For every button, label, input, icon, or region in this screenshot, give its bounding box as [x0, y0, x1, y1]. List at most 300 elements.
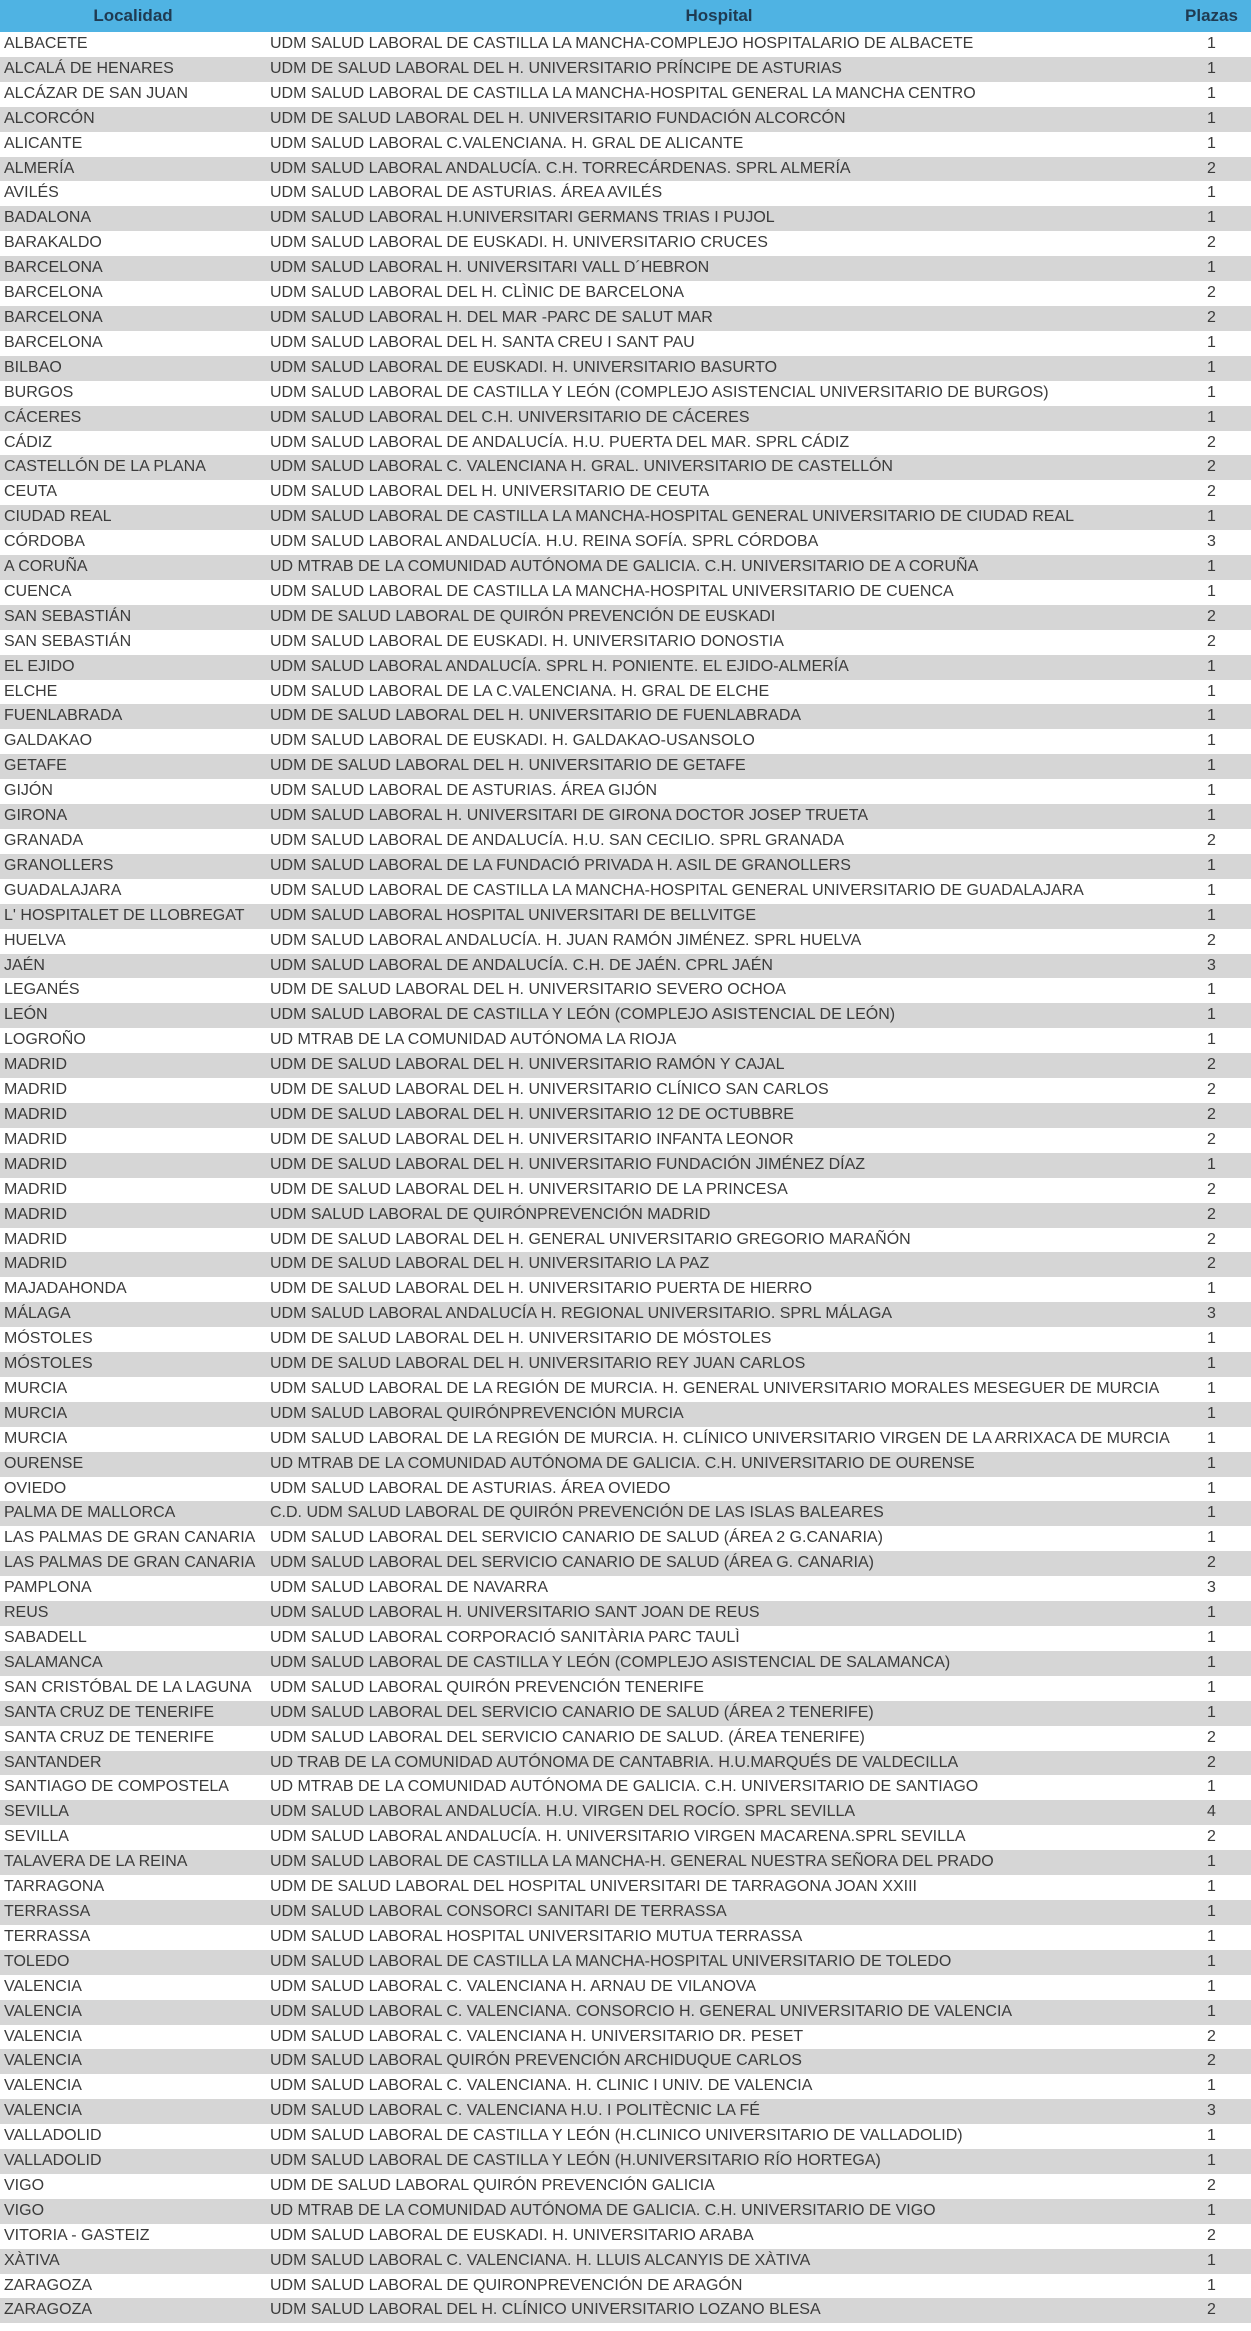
- cell-plazas: 3: [1207, 1305, 1216, 1323]
- cell-localidad: BARCELONA: [4, 284, 103, 302]
- cell-localidad: VIGO: [4, 2176, 45, 2194]
- table-row: [0, 2099, 1251, 2124]
- cell-localidad: BARCELONA: [4, 308, 103, 326]
- table-row: [0, 580, 1251, 605]
- table-row: [0, 306, 1251, 331]
- cell-localidad: VIGO: [4, 2201, 45, 2219]
- table-row: [0, 1452, 1251, 1477]
- table-row: [0, 157, 1251, 182]
- cell-hospital: UDM SALUD LABORAL DEL C.H. UNIVERSITARIO DE CÁCERES: [270, 408, 750, 426]
- cell-hospital: UDM DE SALUD LABORAL DEL H. UNIVERSITARIO DE LA PRINCESA: [270, 1180, 788, 1198]
- cell-localidad: MADRID: [4, 1205, 68, 1223]
- table-header: [0, 0, 1251, 32]
- cell-localidad: LEGANÉS: [4, 981, 80, 999]
- table-row: [0, 1950, 1251, 1975]
- cell-localidad: CUENCA: [4, 582, 72, 600]
- table-row: [0, 32, 1251, 57]
- cell-plazas: 1: [1207, 1429, 1216, 1447]
- table-row: [0, 1327, 1251, 1352]
- table-row: [0, 431, 1251, 456]
- table-row: [0, 1128, 1251, 1153]
- cell-localidad: MADRID: [4, 1230, 68, 1248]
- table-row: [0, 455, 1251, 480]
- cell-plazas: 1: [1207, 84, 1216, 102]
- cell-plazas: 1: [1207, 856, 1216, 874]
- cell-hospital: UDM SALUD LABORAL ANDALUCÍA. H. JUAN RAMÓN JIMÉNEZ. SPRL HUELVA: [270, 931, 862, 949]
- cell-hospital: UDM SALUD LABORAL DEL H. SANTA CREU I SANT PAU: [270, 333, 695, 351]
- cell-plazas: 1: [1207, 383, 1216, 401]
- cell-localidad: MAJADAHONDA: [4, 1280, 127, 1298]
- table-row: [0, 2249, 1251, 2274]
- table-row: [0, 1352, 1251, 1377]
- table-row: [0, 2149, 1251, 2174]
- cell-hospital: UDM DE SALUD LABORAL DEL H. UNIVERSITARIO FUNDACIÓN ALCORCÓN: [270, 109, 846, 127]
- cell-hospital: UD MTRAB DE LA COMUNIDAD AUTÓNOMA DE GALICIA. C.H. UNIVERSITARIO DE OURENSE: [270, 1454, 975, 1472]
- cell-localidad: XÀTIVA: [4, 2251, 60, 2269]
- cell-hospital: UDM DE SALUD LABORAL DEL H. UNIVERSITARIO DE GETAFE: [270, 757, 746, 775]
- cell-plazas: 1: [1207, 707, 1216, 725]
- cell-hospital: UDM DE SALUD LABORAL DEL H. UNIVERSITARIO REY JUAN CARLOS: [270, 1355, 806, 1373]
- header-hospital: Hospital: [685, 6, 753, 25]
- table-row: [0, 181, 1251, 206]
- table-row: [0, 1975, 1251, 2000]
- cell-hospital: UDM SALUD LABORAL CORPORACIÓ SANITÀRIA PARC TAULÌ: [270, 1629, 740, 1646]
- cell-hospital: UDM SALUD LABORAL ANDALUCÍA. H.U. VIRGEN DEL ROCÍO. SPRL SEVILLA: [270, 1803, 856, 1821]
- cell-plazas: 1: [1207, 558, 1216, 576]
- table-row: [0, 57, 1251, 82]
- table-row: [0, 2174, 1251, 2199]
- table-row: [0, 929, 1251, 954]
- table-row: [0, 2224, 1251, 2249]
- cell-hospital: UDM SALUD LABORAL QUIRÓN PREVENCIÓN ARCHIDUQUE CARLOS: [270, 2052, 802, 2070]
- cell-localidad: VITORIA - GASTEIZ: [4, 2226, 150, 2244]
- cell-plazas: 1: [1207, 2251, 1216, 2269]
- cell-hospital: UDM SALUD LABORAL ANDALUCÍA. H. UNIVERSITARIO VIRGEN MACARENA.SPRL SEVILLA: [270, 1828, 966, 1846]
- cell-hospital: UDM SALUD LABORAL DE CASTILLA Y LEÓN (H.CLINICO UNIVERSITARIO DE VALLADOLID): [270, 2127, 963, 2145]
- cell-plazas: 1: [1207, 1878, 1216, 1896]
- cell-plazas: 1: [1207, 881, 1216, 899]
- table-row: [0, 356, 1251, 381]
- table-row: [0, 1402, 1251, 1427]
- cell-hospital: UDM DE SALUD LABORAL DEL H. UNIVERSITARIO DE FUENLABRADA: [270, 707, 802, 725]
- cell-plazas: 1: [1207, 184, 1216, 202]
- cell-plazas: 2: [1207, 2226, 1216, 2244]
- table-row: [0, 704, 1251, 729]
- cell-plazas: 3: [1207, 956, 1216, 974]
- cell-localidad: CÁCERES: [4, 408, 82, 426]
- cell-plazas: 1: [1207, 1902, 1216, 1920]
- cell-localidad: BURGOS: [4, 383, 74, 401]
- cell-hospital: UDM DE SALUD LABORAL DE QUIRÓN PREVENCIÓN DE EUSKADI: [270, 607, 776, 625]
- table-row: [0, 655, 1251, 680]
- cell-plazas: 2: [1207, 1056, 1216, 1074]
- table-row: [0, 680, 1251, 705]
- cell-localidad: GRANOLLERS: [4, 856, 114, 874]
- cell-localidad: TOLEDO: [4, 1952, 70, 1970]
- cell-plazas: 2: [1207, 1753, 1216, 1771]
- cell-plazas: 2: [1207, 2301, 1216, 2319]
- table-row: [0, 779, 1251, 804]
- cell-plazas: 1: [1207, 1504, 1216, 1522]
- cell-localidad: CASTELLÓN DE LA PLANA: [4, 458, 206, 476]
- table-row: [0, 1178, 1251, 1203]
- cell-hospital: UDM SALUD LABORAL DE EUSKADI. H. UNIVERSITARIO CRUCES: [270, 234, 768, 252]
- cell-plazas: 1: [1207, 657, 1216, 675]
- cell-localidad: SANTIAGO DE COMPOSTELA: [4, 1778, 229, 1796]
- cell-plazas: 2: [1207, 607, 1216, 625]
- cell-hospital: UDM SALUD LABORAL DE ANDALUCÍA. H.U. SAN CECILIO. SPRL GRANADA: [270, 832, 845, 849]
- cell-hospital: UDM SALUD LABORAL C. VALENCIANA H.U. I POLITÈCNIC LA FÉ: [270, 2102, 760, 2120]
- cell-plazas: 1: [1207, 1629, 1216, 1646]
- table-row: [0, 605, 1251, 630]
- table-row: [0, 2074, 1251, 2099]
- cell-plazas: 2: [1207, 1255, 1216, 1273]
- table-row: [0, 630, 1251, 655]
- cell-localidad: BILBAO: [4, 358, 62, 376]
- table-row: [0, 2000, 1251, 2025]
- table-row: [0, 480, 1251, 505]
- cell-localidad: SANTA CRUZ DE TENERIFE: [4, 1703, 215, 1721]
- cell-localidad: VALENCIA: [4, 2077, 82, 2095]
- table-row: [0, 1551, 1251, 1576]
- cell-plazas: 2: [1207, 1081, 1216, 1099]
- cell-localidad: GRANADA: [4, 832, 84, 849]
- cell-localidad: MÓSTOLES: [4, 1355, 93, 1373]
- table-row: [0, 1003, 1251, 1028]
- table-row: [0, 231, 1251, 256]
- cell-localidad: LAS PALMAS DE GRAN CANARIA: [4, 1529, 256, 1547]
- cell-localidad: SEVILLA: [4, 1803, 69, 1821]
- cell-localidad: BARAKALDO: [4, 234, 102, 252]
- cell-hospital: UDM SALUD LABORAL DE CASTILLA LA MANCHA-HOSPITAL GENERAL UNIVERSITARIO DE GUADALAJARA: [270, 881, 1084, 899]
- cell-plazas: 1: [1207, 333, 1216, 351]
- cell-hospital: UDM DE SALUD LABORAL DEL H. UNIVERSITARIO PUERTA DE HIERRO: [270, 1280, 813, 1298]
- cell-plazas: 1: [1207, 1479, 1216, 1497]
- cell-localidad: ZARAGOZA: [4, 2276, 93, 2294]
- cell-hospital: UDM DE SALUD LABORAL DEL H. UNIVERSITARIO DE MÓSTOLES: [270, 1330, 772, 1348]
- cell-localidad: MURCIA: [4, 1379, 68, 1397]
- cell-localidad: MADRID: [4, 1155, 68, 1173]
- cell-hospital: UDM SALUD LABORAL DE CASTILLA Y LEÓN (H.UNIVERSITARIO RÍO HORTEGA): [270, 2152, 881, 2170]
- table-row: [0, 1153, 1251, 1178]
- cell-hospital: UDM SALUD LABORAL DE ASTURIAS. ÁREA AVILÉS: [270, 184, 663, 202]
- table-row: [0, 1427, 1251, 1452]
- cell-hospital: UDM SALUD LABORAL DE LA C.VALENCIANA. H. GRAL DE ELCHE: [270, 682, 770, 700]
- cell-plazas: 2: [1207, 458, 1216, 476]
- cell-plazas: 1: [1207, 2077, 1216, 2095]
- cell-hospital: UDM SALUD LABORAL DE CASTILLA Y LEÓN (COMPLEJO ASISTENCIAL DE LEÓN): [270, 1006, 896, 1024]
- cell-hospital: UDM DE SALUD LABORAL DEL H. UNIVERSITARIO RAMÓN Y CAJAL: [270, 1056, 785, 1074]
- cell-localidad: SAN SEBASTIÁN: [4, 632, 132, 650]
- cell-plazas: 1: [1207, 1604, 1216, 1622]
- cell-plazas: 1: [1207, 259, 1216, 277]
- table-row: [0, 1252, 1251, 1277]
- cell-hospital: UDM SALUD LABORAL H.UNIVERSITARI GERMANS TRIAS I PUJOL: [270, 209, 775, 227]
- table-row: [0, 1501, 1251, 1526]
- cell-localidad: MADRID: [4, 1056, 68, 1074]
- cell-plazas: 2: [1207, 632, 1216, 650]
- cell-hospital: UDM DE SALUD LABORAL DEL H. UNIVERSITARIO 12 DE OCTUBBRE: [270, 1105, 794, 1123]
- cell-hospital: UDM SALUD LABORAL HOSPITAL UNIVERSITARI DE BELLVITGE: [270, 906, 757, 924]
- table-body: [0, 32, 1251, 2323]
- table-row: [0, 1053, 1251, 1078]
- cell-plazas: 2: [1207, 2052, 1216, 2070]
- cell-localidad: HUELVA: [4, 931, 66, 949]
- cell-plazas: 1: [1207, 109, 1216, 127]
- cell-plazas: 1: [1207, 408, 1216, 426]
- table-row: [0, 804, 1251, 829]
- cell-localidad: ALICANTE: [4, 134, 83, 152]
- cell-hospital: UDM SALUD LABORAL C. VALENCIANA H. ARNAU DE VILANOVA: [270, 1977, 757, 1995]
- table-row: [0, 954, 1251, 979]
- cell-plazas: 1: [1207, 1927, 1216, 1945]
- table-row: [0, 1800, 1251, 1825]
- table-row: [0, 1203, 1251, 1228]
- cell-hospital: UDM SALUD LABORAL DEL SERVICIO CANARIO DE SALUD. (ÁREA TENERIFE): [270, 1728, 865, 1746]
- cell-plazas: 4: [1207, 1803, 1216, 1821]
- table-row: [0, 281, 1251, 306]
- cell-hospital: UDM SALUD LABORAL DEL H. CLÍNICO UNIVERSITARIO LOZANO BLESA: [270, 2301, 821, 2319]
- cell-hospital: UDM SALUD LABORAL DEL SERVICIO CANARIO DE SALUD (ÁREA 2 TENERIFE): [270, 1703, 874, 1721]
- cell-plazas: 1: [1207, 1454, 1216, 1472]
- table-row: [0, 1302, 1251, 1327]
- cell-hospital: C.D. UDM SALUD LABORAL DE QUIRÓN PREVENCIÓN DE LAS ISLAS BALEARES: [270, 1504, 884, 1522]
- table-row: [0, 1103, 1251, 1128]
- cell-localidad: VALENCIA: [4, 2102, 82, 2120]
- cell-localidad: LAS PALMAS DE GRAN CANARIA: [4, 1554, 256, 1572]
- cell-hospital: UDM SALUD LABORAL H. UNIVERSITARI DE GIRONA DOCTOR JOSEP TRUETA: [270, 807, 869, 825]
- cell-hospital: UDM SALUD LABORAL DE ASTURIAS. ÁREA OVIEDO: [270, 1479, 671, 1497]
- cell-plazas: 1: [1207, 2201, 1216, 2219]
- cell-hospital: UDM SALUD LABORAL C. VALENCIANA. CONSORCIO H. GENERAL UNIVERSITARIO DE VALENCIA: [270, 2002, 1013, 2020]
- cell-plazas: 1: [1207, 1678, 1216, 1696]
- cell-localidad: SABADELL: [4, 1629, 87, 1646]
- cell-hospital: UDM SALUD LABORAL DE CASTILLA LA MANCHA-HOSPITAL UNIVERSITARIO DE CUENCA: [270, 582, 954, 600]
- cell-plazas: 2: [1207, 1105, 1216, 1123]
- cell-localidad: MÓSTOLES: [4, 1330, 93, 1348]
- cell-hospital: UDM SALUD LABORAL DE EUSKADI. H. UNIVERSITARIO DONOSTIA: [270, 632, 784, 650]
- table-row: [0, 1601, 1251, 1626]
- cell-hospital: UDM SALUD LABORAL DE EUSKADI. H. UNIVERSITARIO ARABA: [270, 2226, 754, 2244]
- cell-hospital: UDM SALUD LABORAL DE LA FUNDACIÓ PRIVADA H. ASIL DE GRANOLLERS: [270, 856, 851, 874]
- cell-plazas: 2: [1207, 483, 1216, 501]
- cell-hospital: UDM SALUD LABORAL DEL H. UNIVERSITARIO DE CEUTA: [270, 483, 710, 501]
- table-row: [0, 1477, 1251, 1502]
- cell-hospital: UDM SALUD LABORAL ANDALUCÍA H. REGIONAL UNIVERSITARIO. SPRL MÁLAGA: [270, 1305, 893, 1323]
- cell-localidad: AVILÉS: [4, 184, 59, 202]
- cell-localidad: GIJÓN: [4, 782, 53, 800]
- cell-plazas: 2: [1207, 1728, 1216, 1746]
- cell-localidad: REUS: [4, 1604, 49, 1622]
- table-row: [0, 1028, 1251, 1053]
- cell-hospital: UDM SALUD LABORAL H. UNIVERSITARI VALL D´HEBRON: [270, 259, 710, 277]
- table-row: [0, 1277, 1251, 1302]
- cell-hospital: UDM SALUD LABORAL C.VALENCIANA. H. GRAL DE ALICANTE: [270, 134, 744, 152]
- cell-hospital: UDM DE SALUD LABORAL DEL H. UNIVERSITARIO CLÍNICO SAN CARLOS: [270, 1081, 829, 1099]
- cell-localidad: LEÓN: [4, 1006, 48, 1024]
- table-row: [0, 1900, 1251, 1925]
- cell-hospital: UD MTRAB DE LA COMUNIDAD AUTÓNOMA DE GALICIA. C.H. UNIVERSITARIO DE A CORUÑA: [270, 558, 979, 576]
- table-row: [0, 206, 1251, 231]
- table-row: [0, 978, 1251, 1003]
- header-plazas: Plazas: [1185, 6, 1238, 25]
- cell-localidad: VALLADOLID: [4, 2127, 102, 2145]
- cell-hospital: UDM SALUD LABORAL DE NAVARRA: [270, 1579, 548, 1597]
- table-row: [0, 82, 1251, 107]
- cell-hospital: UDM DE SALUD LABORAL DEL H. UNIVERSITARIO INFANTA LEONOR: [270, 1130, 794, 1148]
- cell-plazas: 1: [1207, 358, 1216, 376]
- cell-localidad: EL EJIDO: [4, 657, 75, 675]
- cell-hospital: UD MTRAB DE LA COMUNIDAD AUTÓNOMA DE GALICIA. C.H. UNIVERSITARIO DE VIGO: [270, 2201, 936, 2219]
- table-row: [0, 1875, 1251, 1900]
- cell-localidad: SANTA CRUZ DE TENERIFE: [4, 1728, 215, 1746]
- table-row: [0, 1701, 1251, 1726]
- cell-hospital: UD MTRAB DE LA COMUNIDAD AUTÓNOMA DE GALICIA. C.H. UNIVERSITARIO DE SANTIAGO: [270, 1778, 979, 1796]
- cell-hospital: UDM SALUD LABORAL DE CASTILLA LA MANCHA-H. GENERAL NUESTRA SEÑORA DEL PRADO: [270, 1853, 994, 1871]
- cell-plazas: 2: [1207, 159, 1216, 177]
- cell-plazas: 2: [1207, 832, 1216, 849]
- cell-plazas: 1: [1207, 2127, 1216, 2145]
- table-row: [0, 331, 1251, 356]
- cell-localidad: GIRONA: [4, 807, 68, 825]
- cell-localidad: BARCELONA: [4, 333, 103, 351]
- cell-hospital: UD TRAB DE LA COMUNIDAD AUTÓNOMA DE CANTABRIA. H.U.MARQUÉS DE VALDECILLA: [270, 1753, 959, 1771]
- table-row: [0, 1726, 1251, 1751]
- table-row: [0, 2199, 1251, 2224]
- cell-hospital: UDM SALUD LABORAL DE CASTILLA LA MANCHA-HOSPITAL GENERAL UNIVERSITARIO DE CIUDAD REAL: [270, 508, 1075, 526]
- cell-localidad: TERRASSA: [4, 1927, 91, 1945]
- cell-localidad: SAN SEBASTIÁN: [4, 607, 132, 625]
- cell-hospital: UDM SALUD LABORAL DE CASTILLA LA MANCHA-HOSPITAL UNIVERSITARIO DE TOLEDO: [270, 1952, 952, 1970]
- cell-plazas: 1: [1207, 2002, 1216, 2020]
- cell-plazas: 1: [1207, 906, 1216, 924]
- table-row: [0, 2025, 1251, 2050]
- cell-localidad: A CORUÑA: [4, 558, 88, 576]
- cell-localidad: VALENCIA: [4, 2027, 82, 2045]
- cell-hospital: UDM SALUD LABORAL C. VALENCIANA. H. CLINIC I UNIV. DE VALENCIA: [270, 2077, 813, 2095]
- cell-plazas: 2: [1207, 284, 1216, 302]
- header-row: [0, 0, 1251, 32]
- table-row: [0, 754, 1251, 779]
- table-row: [0, 381, 1251, 406]
- table-row: [0, 1078, 1251, 1103]
- table-row: [0, 1850, 1251, 1875]
- cell-plazas: 3: [1207, 2102, 1216, 2120]
- table-row: [0, 555, 1251, 580]
- cell-localidad: BARCELONA: [4, 259, 103, 277]
- cell-plazas: 1: [1207, 59, 1216, 77]
- cell-plazas: 2: [1207, 308, 1216, 326]
- cell-plazas: 1: [1207, 2276, 1216, 2294]
- cell-hospital: UDM DE SALUD LABORAL DEL HOSPITAL UNIVERSITARI DE TARRAGONA JOAN XXIII: [270, 1878, 917, 1896]
- cell-localidad: TERRASSA: [4, 1902, 91, 1920]
- cell-hospital: UDM DE SALUD LABORAL DEL H. UNIVERSITARIO PRÍNCIPE DE ASTURIAS: [270, 59, 842, 77]
- cell-hospital: UDM DE SALUD LABORAL DEL H. UNIVERSITARIO SEVERO OCHOA: [270, 981, 786, 999]
- cell-hospital: UDM SALUD LABORAL DE CASTILLA Y LEÓN (COMPLEJO ASISTENCIAL UNIVERSITARIO DE BURGOS): [270, 383, 1049, 401]
- header-localidad: Localidad: [93, 6, 173, 25]
- cell-hospital: UDM SALUD LABORAL H. UNIVERSITARIO SANT JOAN DE REUS: [270, 1604, 760, 1622]
- cell-hospital: UDM SALUD LABORAL DEL SERVICIO CANARIO DE SALUD (ÁREA 2 G.CANARIA): [270, 1529, 883, 1547]
- cell-hospital: UDM SALUD LABORAL DE LA REGIÓN DE MURCIA. H. GENERAL UNIVERSITARIO MORALES MESEGUER DE MURCIA: [270, 1379, 1160, 1397]
- table-row: [0, 879, 1251, 904]
- cell-hospital: UDM DE SALUD LABORAL QUIRÓN PREVENCIÓN GALICIA: [270, 2176, 715, 2194]
- cell-plazas: 1: [1207, 981, 1216, 999]
- table-row: [0, 1775, 1251, 1800]
- cell-plazas: 2: [1207, 2176, 1216, 2194]
- cell-plazas: 1: [1207, 1703, 1216, 1721]
- cell-localidad: OVIEDO: [4, 1479, 67, 1497]
- cell-localidad: ALBACETE: [4, 35, 88, 52]
- table-row: [0, 1377, 1251, 1402]
- table-row: [0, 1825, 1251, 1850]
- cell-plazas: 1: [1207, 782, 1216, 800]
- cell-localidad: BADALONA: [4, 209, 92, 227]
- table-row: [0, 2049, 1251, 2074]
- cell-localidad: ALCALÁ DE HENARES: [4, 59, 174, 77]
- cell-plazas: 1: [1207, 1977, 1216, 1995]
- cell-localidad: CIUDAD REAL: [4, 508, 112, 526]
- cell-localidad: PALMA DE MALLORCA: [4, 1504, 176, 1522]
- cell-hospital: UDM SALUD LABORAL C. VALENCIANA. H. LLUIS ALCANYIS DE XÀTIVA: [270, 2251, 811, 2269]
- cell-localidad: MADRID: [4, 1180, 68, 1198]
- table-row: [0, 256, 1251, 281]
- cell-localidad: VALENCIA: [4, 2002, 82, 2020]
- cell-localidad: FUENLABRADA: [4, 707, 123, 725]
- cell-localidad: MÁLAGA: [4, 1305, 71, 1323]
- cell-localidad: GETAFE: [4, 757, 67, 775]
- cell-plazas: 1: [1207, 1280, 1216, 1298]
- cell-hospital: UDM SALUD LABORAL H. DEL MAR -PARC DE SALUT MAR: [270, 308, 713, 326]
- cell-hospital: UDM SALUD LABORAL C. VALENCIANA H. UNIVERSITARIO DR. PESET: [270, 2027, 804, 2045]
- cell-plazas: 1: [1207, 1952, 1216, 1970]
- cell-plazas: 1: [1207, 807, 1216, 825]
- cell-localidad: SAN CRISTÓBAL DE LA LAGUNA: [4, 1678, 252, 1696]
- cell-localidad: CÁDIZ: [4, 433, 52, 451]
- cell-hospital: UDM SALUD LABORAL CONSORCI SANITARI DE TERRASSA: [270, 1902, 727, 1920]
- table-row: [0, 2274, 1251, 2299]
- table-row: [0, 1576, 1251, 1601]
- cell-plazas: 1: [1207, 1006, 1216, 1024]
- table-row: [0, 829, 1251, 854]
- table-row: [0, 1751, 1251, 1776]
- cell-hospital: UDM SALUD LABORAL DE QUIRÓNPREVENCIÓN MADRID: [270, 1205, 711, 1223]
- cell-localidad: CEUTA: [4, 483, 58, 501]
- cell-localidad: VALENCIA: [4, 2052, 82, 2070]
- cell-plazas: 1: [1207, 209, 1216, 227]
- table-row: [0, 505, 1251, 530]
- cell-localidad: OURENSE: [4, 1454, 84, 1472]
- cell-localidad: CÓRDOBA: [4, 533, 85, 551]
- cell-localidad: MADRID: [4, 1105, 68, 1123]
- cell-hospital: UDM SALUD LABORAL DE QUIRONPREVENCIÓN DE ARAGÓN: [270, 2276, 743, 2294]
- table-row: [0, 729, 1251, 754]
- cell-plazas: 2: [1207, 2027, 1216, 2045]
- cell-plazas: 2: [1207, 1828, 1216, 1846]
- cell-plazas: 1: [1207, 682, 1216, 700]
- cell-plazas: 1: [1207, 1330, 1216, 1348]
- cell-plazas: 1: [1207, 1355, 1216, 1373]
- cell-hospital: UDM SALUD LABORAL ANDALUCÍA. H.U. REINA SOFÍA. SPRL CÓRDOBA: [270, 533, 819, 551]
- cell-plazas: 2: [1207, 1205, 1216, 1223]
- cell-hospital: UDM SALUD LABORAL C. VALENCIANA H. GRAL. UNIVERSITARIO DE CASTELLÓN: [270, 458, 893, 476]
- cell-localidad: MURCIA: [4, 1404, 68, 1422]
- cell-localidad: ALCÁZAR DE SAN JUAN: [4, 84, 189, 102]
- table-row: [0, 132, 1251, 157]
- cell-localidad: ZARAGOZA: [4, 2301, 93, 2319]
- cell-hospital: UDM DE SALUD LABORAL DEL H. UNIVERSITARIO LA PAZ: [270, 1255, 710, 1273]
- cell-plazas: 2: [1207, 234, 1216, 252]
- cell-hospital: UDM SALUD LABORAL DE CASTILLA LA MANCHA-HOSPITAL GENERAL LA MANCHA CENTRO: [270, 84, 976, 102]
